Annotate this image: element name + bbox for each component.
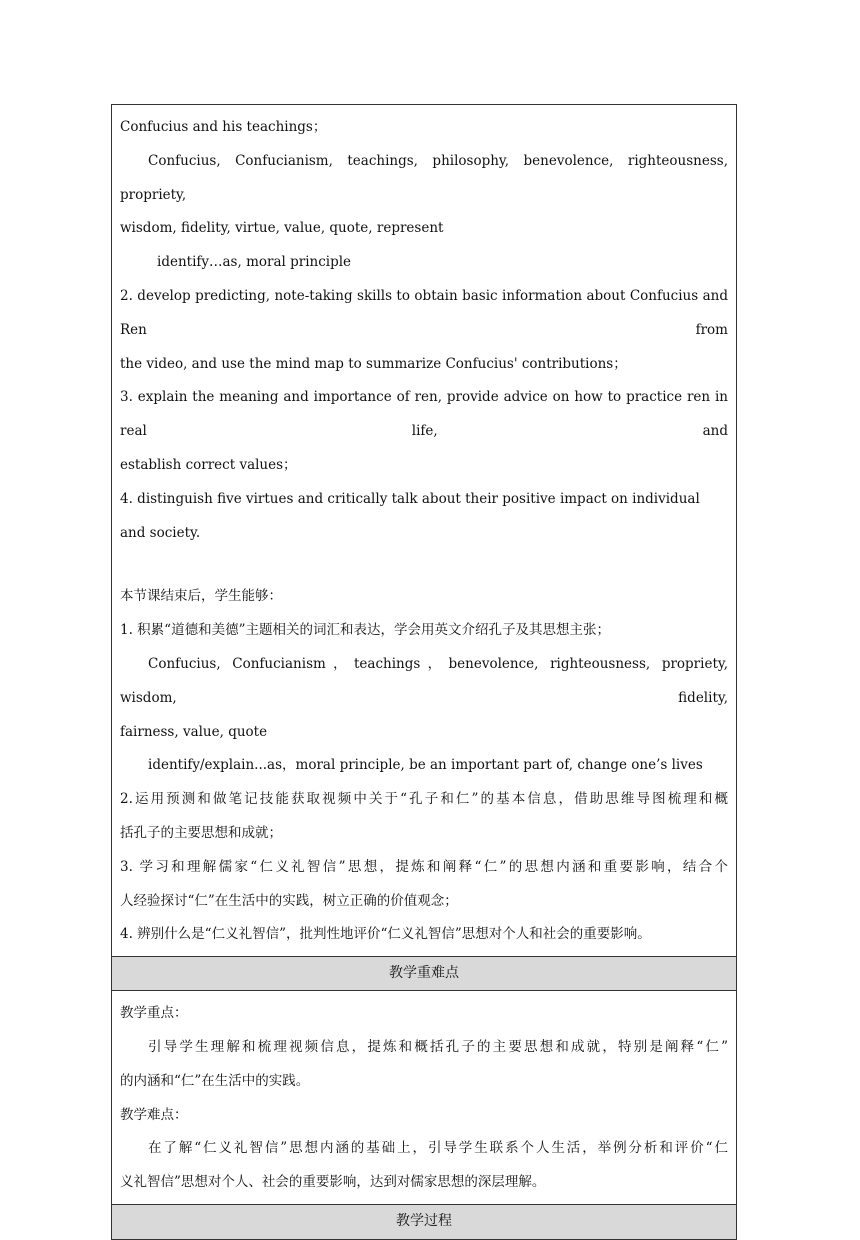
focus-line-1: 引导学生理解和梳理视频信息，提炼和概括孔子的主要思想和成就，特别是阐释“仁” [148, 1038, 728, 1055]
teaching-process-header: 教学过程 [112, 1205, 736, 1239]
key-points-header: 教学重难点 [112, 957, 736, 991]
difficulty-line-2: 义礼智信”思想对个人、社会的重要影响，达到对儒家思想的深层理解。 [120, 1174, 546, 1191]
key-points-cell [112, 991, 736, 1205]
spacer [120, 550, 728, 580]
objectives-en-phrases: identify…as, moral principle [157, 254, 352, 271]
objectives-en-item-2-line-1: 2. develop predicting, note-taking skills to obtain basic information about Confucius and Ren from [120, 287, 728, 338]
objectives-en-vocab-line-2: wisdom, fidelity, virtue, value, quote, represent [120, 220, 444, 237]
lesson-plan-table [111, 104, 737, 1240]
difficulty-label: 教学难点： [120, 1106, 188, 1123]
objectives-cn-item-3-line-2: 人经验探讨“仁”在生活中的实践，树立正确的价值观念； [120, 892, 458, 909]
objectives-cn-phrases: identify/explain...as，moral principle, be an important part of, change one’s lives [148, 757, 703, 774]
objectives-cell [112, 105, 736, 957]
objectives-cn-item-2-line-1: 2.运用预测和做笔记技能获取视频中关于“孔子和仁”的基本信息，借助思维导图梳理和概 [120, 791, 728, 808]
objectives-cn-item-4: 4. 辨别什么是“仁义礼智信”，批判性地评价“仁义礼智信”思想对个人和社会的重要影响。 [120, 926, 651, 943]
objectives-cn-vocab-line-1: Confucius, Confucianism，teachings，benevolence, righteousness, propriety, wisdom, fidelity, [120, 655, 728, 706]
objectives-en-vocab-line-1: Confucius, Confucianism, teachings, philosophy, benevolence, righteousness, propriety, [120, 152, 728, 203]
objectives-en-item-4: 4. distinguish five virtues and critically talk about their positive impact on individual and society. [120, 490, 700, 541]
focus-label: 教学重点： [120, 1005, 188, 1022]
objectives-cn-vocab-line-2: fairness, value, quote [120, 723, 268, 740]
objectives-cn-intro: 本节课结束后，学生能够： [120, 588, 282, 605]
objectives-cn-item-1: 1. 积累“道德和美德”主题相关的词汇和表达，学会用英文介绍孔子及其思想主张； [120, 622, 610, 639]
objectives-en-item-3-line-2: establish correct values； [120, 456, 297, 473]
objectives-cn-item-3-line-1: 3. 学习和理解儒家“仁义礼智信”思想，提炼和阐释“仁”的思想内涵和重要影响，结合个 [120, 858, 728, 875]
objectives-en-item-3-line-1: 3. explain the meaning and importance of ren, provide advice on how to practice ren in real life, and [120, 389, 728, 440]
objectives-cn-item-2-line-2: 括孔子的主要思想和成就； [120, 824, 282, 841]
objectives-en-topic: Confucius and his teachings； [120, 119, 327, 135]
focus-line-2: 的内涵和“仁”在生活中的实践。 [120, 1072, 310, 1089]
objectives-en-item-2-line-2: the video, and use the mind map to summarize Confucius' contributions； [120, 355, 627, 372]
difficulty-line-1: 在了解“仁义礼智信”思想内涵的基础上，引导学生联系个人生活，举例分析和评价“仁 [148, 1140, 728, 1157]
